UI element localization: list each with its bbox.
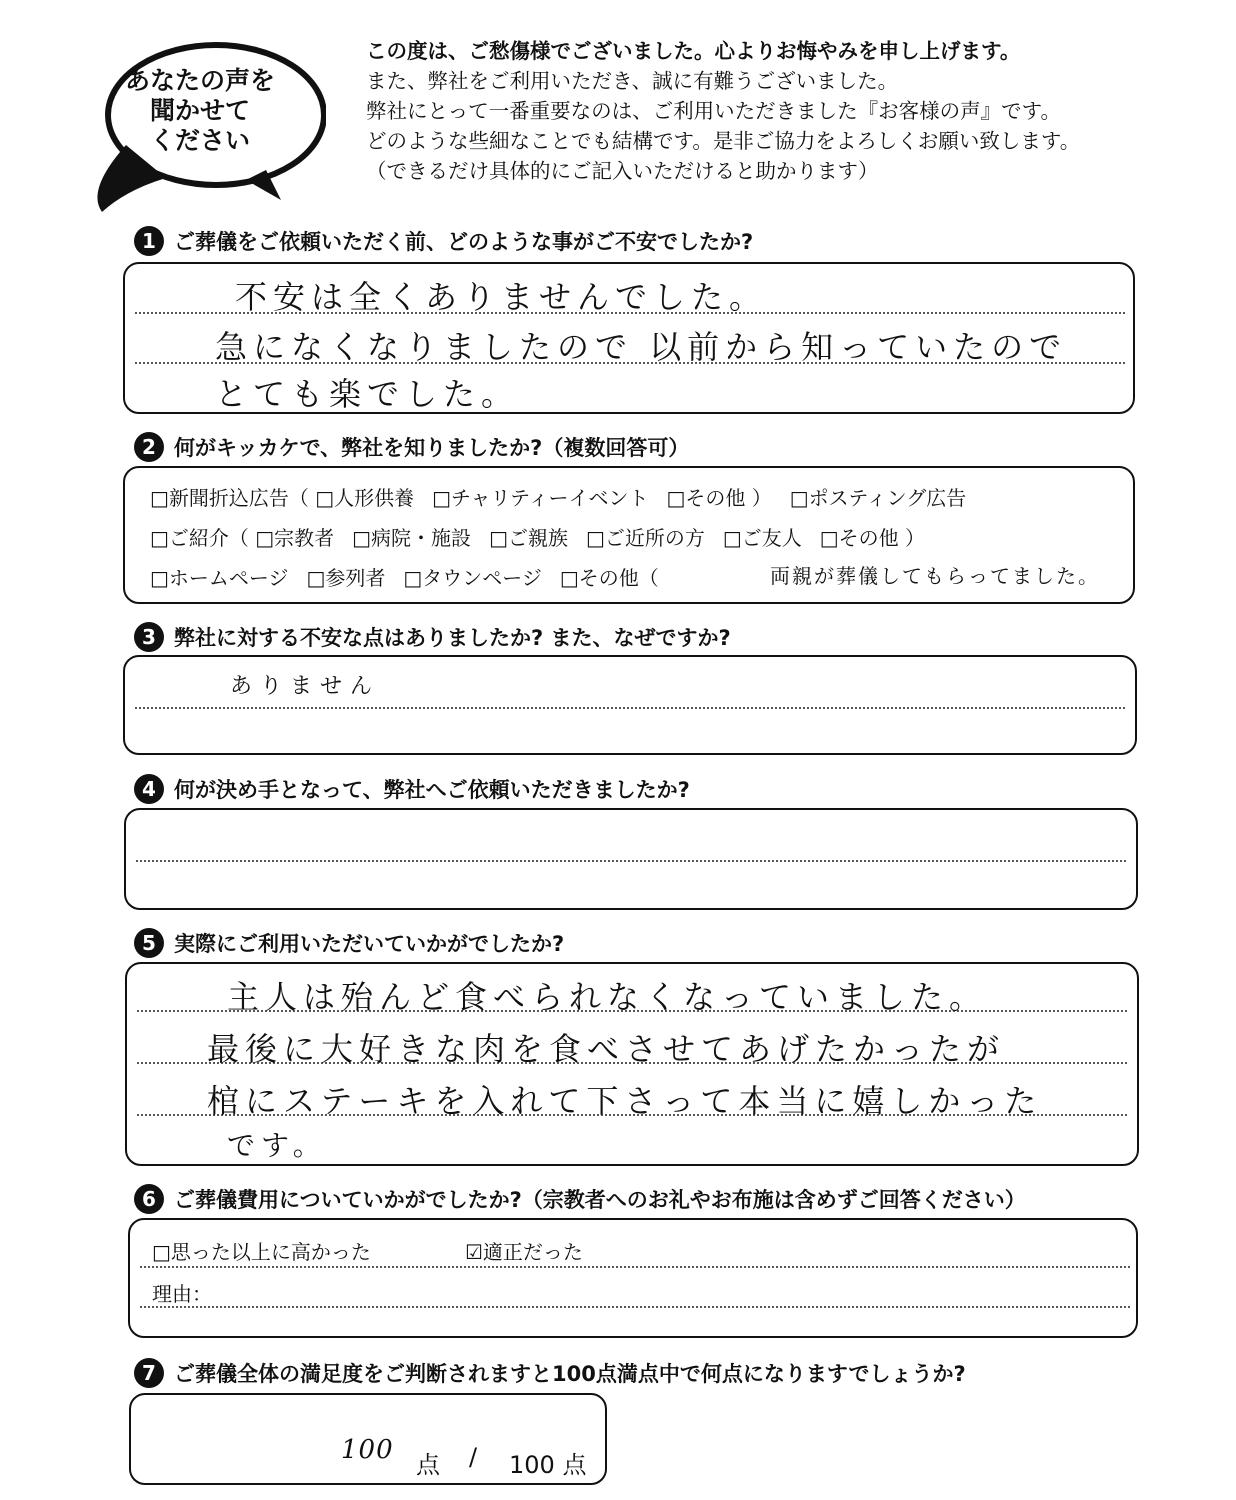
answer-box-6 [128,1218,1138,1338]
handwritten-answer: 主人は殆んど食べられなくなっていました。 [227,978,988,1016]
question-5: 5 実際にご利用いただいていかがでしたか? [134,928,564,958]
handwritten-answer: とても楽でした。 [215,375,520,413]
bubble-title: あなたの声を 聞かせて ください [124,66,275,155]
handwritten-answer: です。 [227,1129,327,1162]
question-1: 1 ご葬儀をご依頼いただく前、どのような事がご不安でしたか? [134,226,753,256]
question-4: 4 何が決め手となって、弊社へご依頼いただきましたか? [134,774,690,804]
checkbox-option[interactable]: □ポスティング広告 [789,486,967,510]
checkbox-option-checked[interactable]: ☑適正だった [465,1240,583,1264]
answer-box-3 [123,655,1137,755]
checkbox-option[interactable]: □病院・施設 [352,526,472,550]
number-badge: 1 [134,226,164,256]
checkbox-option[interactable]: □思った以上に高かった [152,1240,371,1264]
option-row [150,522,943,551]
checkbox-option[interactable]: □ご近所の方 [585,526,705,550]
question-6: 6 ご葬儀費用についていかがでしたか?（宗教者へのお礼やお布施は含めずご回答ください） [134,1184,1026,1214]
checkbox-option[interactable]: □その他 ） [819,526,926,550]
checkbox-option[interactable]: □タウンページ [403,566,542,590]
handwritten-answer: 最後に大好きな肉を食べさせてあげたかったが [207,1030,1006,1068]
question-2: 2 何がキッカケで、弊社を知りましたか?（複数回答可） [134,432,689,462]
checkbox-option[interactable]: □チャリティーイベント [432,486,649,510]
reason-label: 理由： [152,1282,212,1306]
checkbox-option[interactable]: □参列者 [306,566,386,590]
handwritten-answer: 急になくなりましたので 以前から知っていたので [215,328,1068,366]
score-unit: 点 [416,1451,440,1479]
checkbox-option[interactable]: □ご友人 [722,526,802,550]
max-score: 100 点 [509,1451,587,1479]
answer-box-4 [124,808,1138,910]
answer-box-1 [123,262,1135,414]
handwritten-answer: 棺にステーキを入れて下さって本当に嬉しかった [207,1082,1043,1120]
handwritten-answer: ありません [230,674,381,699]
checkbox-option[interactable]: □ホームページ [150,566,289,590]
handwritten-score: 100 [341,1435,394,1465]
score-box [129,1393,607,1485]
answer-box-5 [125,962,1139,1166]
handwritten-answer: 両親が葬儀してもらってました。 [770,564,1100,588]
number-badge: 2 [134,432,164,462]
intro-text: この度は、ご愁傷様でございました。心よりお悔やみを申し上げます。 また、弊社をご利用いただき、誠に有難うございました。 弊社にとって一番重要なのは、ご利用いただきました『お客様の声』です。 どのような些細なことでも結構です。是非ご協力をよろしくお願い致します。 （できるだけ具体的にご記入いただけると助かります） [366,39,1081,183]
number-badge: 6 [134,1184,164,1214]
slash: / [469,1443,478,1471]
checkbox-option[interactable]: □その他 ） [666,486,772,510]
checkbox-option[interactable]: □ご紹介（ □宗教者 [150,526,335,550]
question-7: 7 ご葬儀全体の満足度をご判断されますと100点満点中で何点になりますでしょうか? [134,1358,966,1388]
checkbox-option[interactable]: □ご親族 [489,526,568,550]
handwritten-answer: 不安は全くありませんでした。 [235,278,768,316]
question-3: 3 弊社に対する不安な点はありましたか? また、なぜですか? [134,622,731,652]
number-badge: 3 [134,622,164,652]
number-badge: 4 [134,774,164,804]
option-row [150,482,984,511]
checkbox-option[interactable]: □新聞折込広告（ □人形供養 [150,486,415,510]
number-badge: 7 [134,1358,164,1388]
number-badge: 5 [134,928,164,958]
checkbox-option[interactable]: □その他（ [559,566,659,590]
option-row [150,562,677,591]
